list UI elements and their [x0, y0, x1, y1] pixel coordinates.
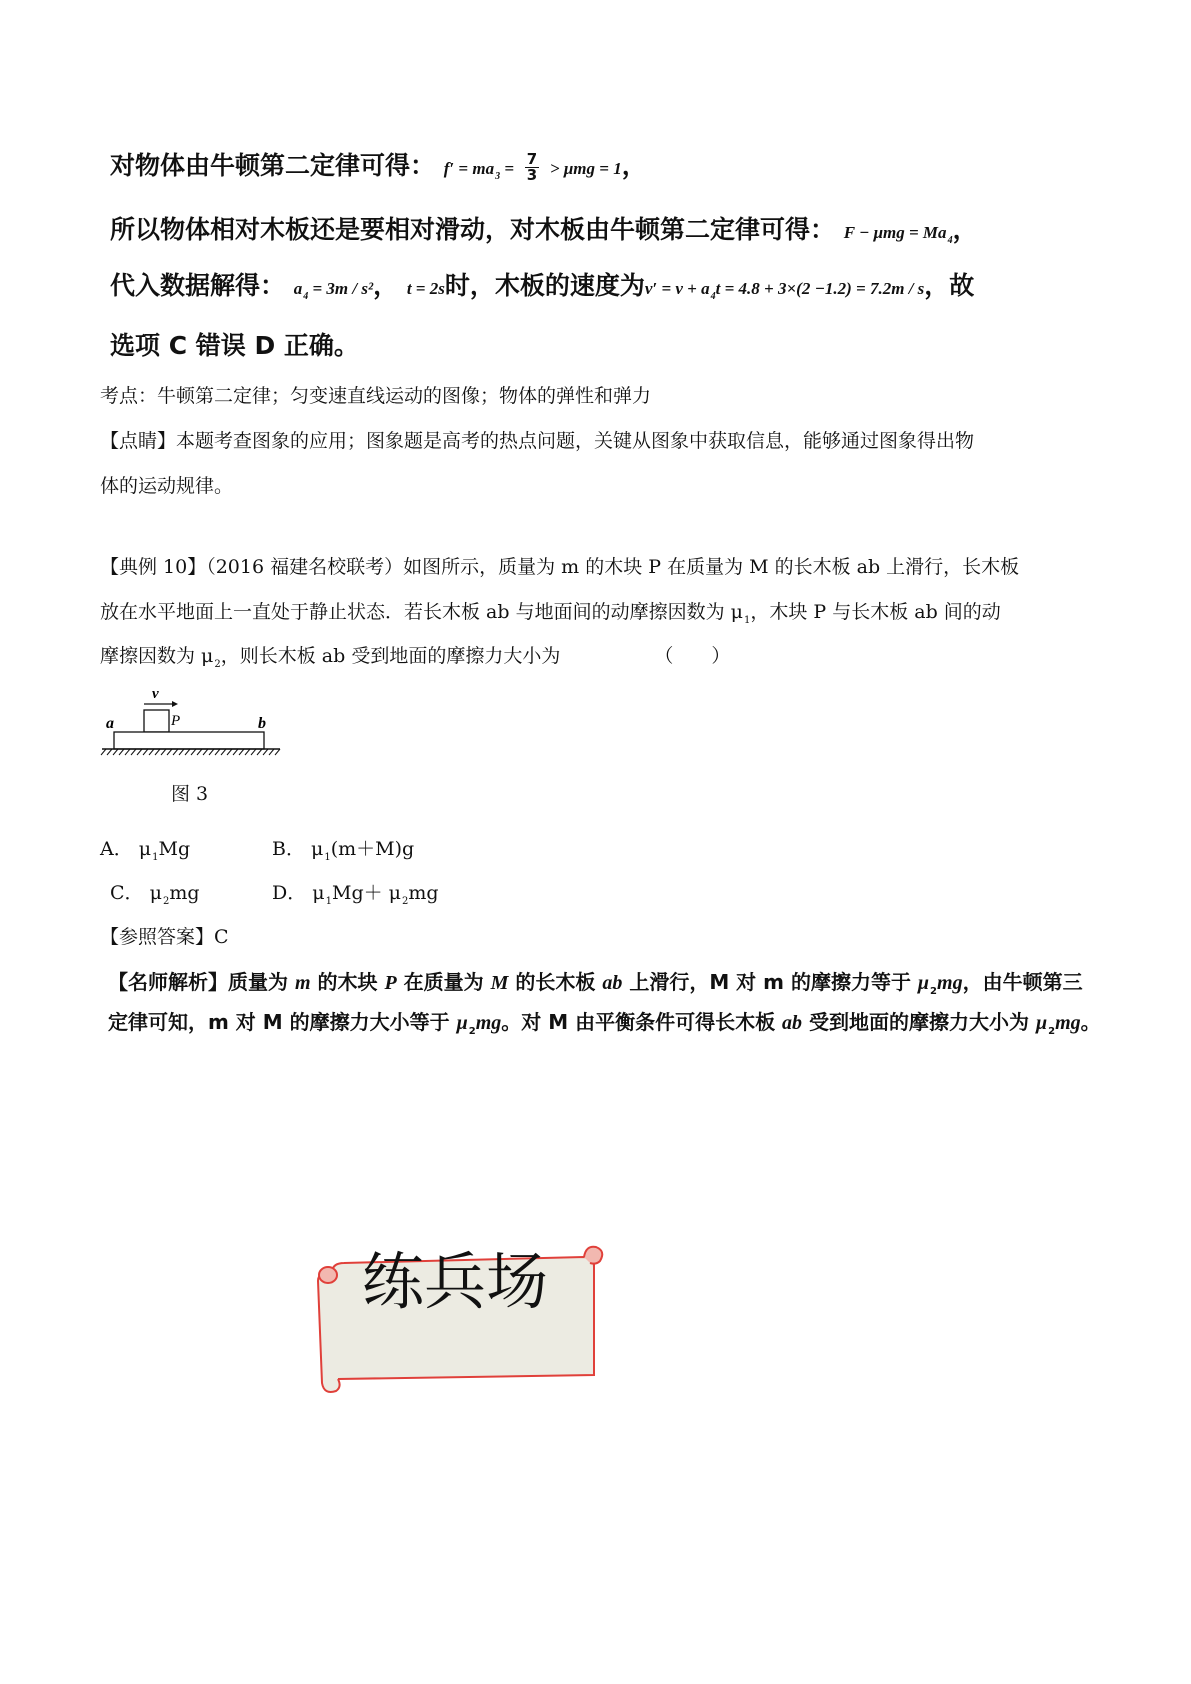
solution-line-4: 选项 C 错误 D 正确。 [110, 331, 359, 360]
velocity-arrowhead [172, 701, 178, 707]
label-b: b [258, 715, 266, 732]
equation-a4: $a_4 = 3m / s^2$ [293, 279, 374, 302]
solution-line-3-text-b: 时，木板的速度为 [444, 271, 645, 300]
equation-inequality: > μmg = 1 [549, 159, 622, 178]
solution-line-1: 对物体由牛顿第二定律可得： $f' = ma_3$ = $\frac{7}{3}$ > μmg = 1， [110, 149, 647, 184]
analysis-line-2: 定律可知，m 对 M 的摩擦力大小等于 $\mu_2mg$。对 M 由平衡条件可得长木板 ab 受到地面的摩擦力大小为 $\mu_2mg$。 [108, 1010, 1101, 1037]
solution-line-3: 代入数据解得： $a_4 = 3m / s^2$， t = 2s时，木板的速度为$v' = v + a_4t = 4.8 + 3\times(2 -1.2) = 7.2m / s$，故 [110, 271, 975, 302]
banner-title: 练兵场 [362, 1245, 549, 1318]
option-c: C． $\mu_2mg$ [110, 882, 200, 907]
dianjing-line-1: 【点睛】本题考查图象的应用；图象题是高考的热点问题，关键从图象中获取信息，能够通过图象得出物 [100, 430, 975, 452]
label-p: P [171, 713, 181, 729]
solution-line-3-text-a: 代入数据解得： [110, 271, 286, 300]
answer-blank: （ ） [654, 645, 731, 667]
velocity-label: v [152, 686, 159, 702]
block-on-board-figure [100, 684, 290, 764]
solution-line-1-text: 对物体由牛顿第二定律可得： [110, 151, 436, 180]
equation-velocity: $v' = v + a_4t = 4.8 + 3\times(2 -1.2) = 7.2m / s$ [644, 279, 925, 302]
solution-line-2-text: 所以物体相对木板还是要相对滑动，对木板由牛顿第二定律可得： [110, 215, 836, 244]
ground-hatching [101, 749, 280, 755]
option-b: B． $\mu_1(m+M)g$ [272, 838, 415, 863]
block-p [144, 710, 169, 732]
option-a: A． $\mu_1Mg$ [100, 838, 191, 863]
option-d: D． $\mu_1Mg+ \mu_2mg$ [272, 882, 439, 907]
scroll-left-curl [319, 1267, 337, 1283]
board-ab [114, 732, 264, 749]
kaodian-text: 考点：牛顿第二定律；匀变速直线运动的图像；物体的弹性和弹力 [100, 385, 652, 407]
example-line-2: 放在水平地面上一直处于静止状态．若长木板 ab 与地面间的动摩擦因数为 $\mu_1$，木块 P 与长木板 ab 间的动 [100, 601, 1001, 626]
equation-t: t = 2s [406, 279, 445, 298]
label-a: a [106, 715, 114, 732]
reference-answer: 【参照答案】C [100, 926, 229, 948]
equation-f-prime: $f' = ma_3$ = [443, 159, 515, 182]
equation-board-newton: $F - \mu mg = Ma_4$ [843, 223, 953, 246]
example-line-1: 【典例 10】（2016 福建名校联考）如图所示，质量为 m 的木块 P 在质量为 M 的长木板 ab 上滑行，长木板 [100, 556, 1020, 578]
example-line-3: 摩擦因数为 $\mu_2$，则长木板 ab 受到地面的摩擦力大小为 （ ） [100, 645, 731, 670]
figure-caption: 图 3 [171, 783, 209, 805]
dianjing-line-2: 体的运动规律。 [100, 475, 234, 497]
analysis-line-1: 【名师解析】质量为 m 的木块 P 在质量为 M 的长木板 ab 上滑行，M 对 m 的摩擦力等于 $\mu_2mg$，由牛顿第三 [108, 970, 1083, 997]
solution-line-2: 所以物体相对木板还是要相对滑动，对木板由牛顿第二定律可得： $F - \mu mg = Ma_4$， [110, 215, 978, 246]
fraction-7-3: $\frac{7}{3}$ [526, 149, 538, 184]
